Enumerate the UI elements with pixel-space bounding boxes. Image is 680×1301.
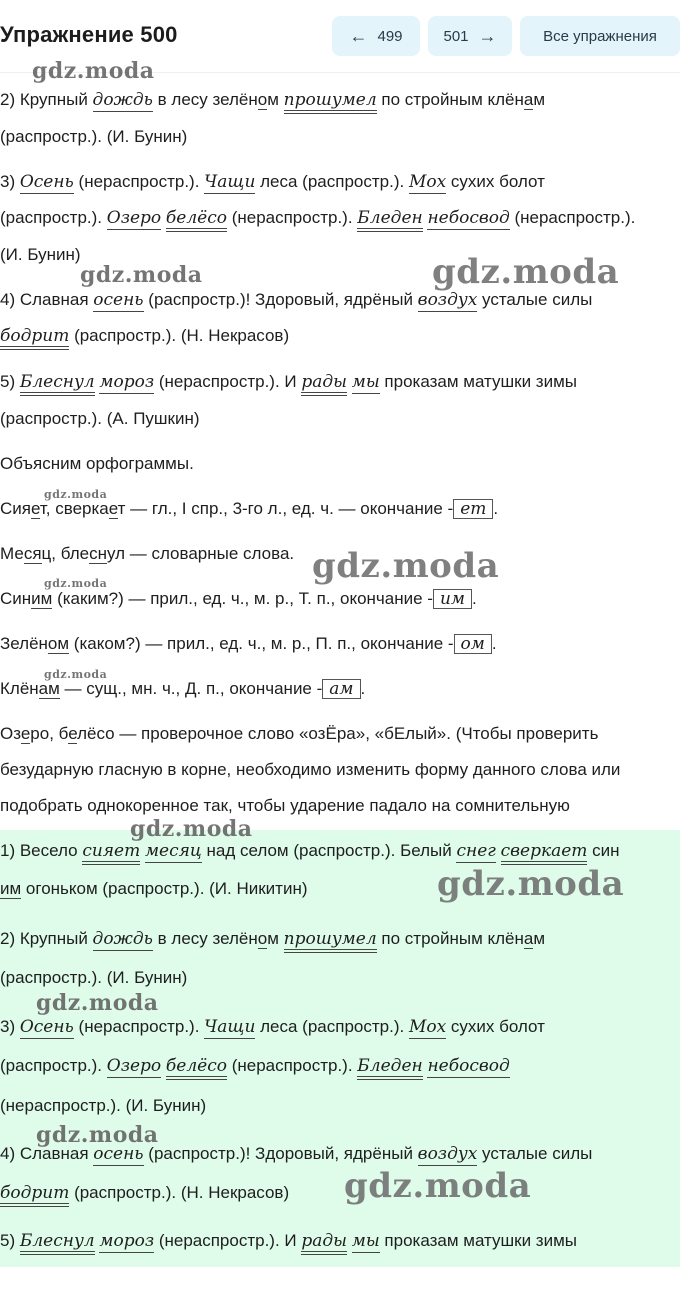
predicate-word: прошумел (284, 90, 377, 114)
watermark-logo: gdz.moda (32, 58, 155, 84)
sentence-2-line-1: 2) Крупный дождь в лесу зелёном прошумел по стройным клёнам (0, 90, 545, 110)
sentence-3-line-3: (И. Бунин) (0, 245, 81, 264)
watermark-logo: gdz.moda (312, 546, 500, 586)
sentence-5-line-2: (распростр.). (А. Пушкин) (0, 409, 200, 428)
all-exercises-label: Все упражнения (543, 27, 657, 45)
green-sentence-2-line-2: (распростр.). (И. Бунин) (0, 968, 188, 987)
explain-heading: Объясним орфограммы. (0, 454, 194, 473)
watermark-logo: gdz.moda (80, 262, 203, 288)
watermark-logo: gdz.moda (432, 252, 620, 292)
orthogram-6-line-1: Озеро, белёсо — проверочное слово «озЁра», «бЕлый». (Чтобы проверить (0, 724, 599, 743)
sentence-4-line-1: 4) Славная осень (распростр.)! Здоровый, ядрёный воздух усталые силы (0, 290, 593, 310)
sentence-5-line-1: 5) Блеснул мороз (нераспростр.). И рады мы проказам матушки зимы (0, 372, 577, 392)
prev-exercise-label: 499 (377, 27, 403, 45)
sentence-4-line-2: бодрит (распростр.). (Н. Некрасов) (0, 326, 289, 346)
arrow-left-icon: ← (349, 26, 368, 46)
orthogram-6-line-3: подобрать однокоренное так, чтобы ударение падало на сомнительную (0, 796, 570, 815)
green-sentence-3-line-3: (нераспростр.). (И. Бунин) (0, 1096, 207, 1115)
green-sentence-4-line-1: 4) Славная осень (распростр.)! Здоровый, ядрёный воздух усталые силы (0, 1144, 593, 1164)
orthogram-3: Синим (каким?) — прил., ед. ч., м. р., Т. п., окончание - им . (0, 589, 477, 609)
watermark-logo: gdz.moda (36, 990, 159, 1016)
orthogram-5: Клёнам — сущ., мн. ч., Д. п., окончание - ам . (0, 679, 366, 699)
watermark-logo: gdz.moda (44, 668, 108, 681)
watermark-logo: gdz.moda (130, 816, 253, 842)
green-sentence-1-line-1: 1) Весело сияет месяц над селом (распростр.). Белый снег сверкает син (0, 841, 620, 861)
all-exercises-button[interactable] (520, 16, 680, 56)
next-exercise-button[interactable] (428, 16, 512, 56)
subject-word: дождь (92, 90, 153, 110)
ending-box: ом (454, 634, 492, 654)
orthogram-2: Месяц, блеснул — словарные слова. (0, 544, 295, 563)
watermark-logo: gdz.moda (36, 1122, 159, 1148)
ending-box: ам (322, 679, 360, 699)
sentence-2-line-2: (распростр.). (И. Бунин) (0, 127, 188, 146)
ending-box: ет (453, 499, 493, 519)
sentence-3-line-2: (распростр.). Озеро белёсо (нераспростр.). Бледен небосвод (нераспростр.). (0, 208, 635, 228)
green-sentence-3-line-2: (распростр.). Озеро белёсо (нераспростр.). Бледен небосвод (0, 1056, 510, 1076)
watermark-logo: gdz.moda (344, 1166, 532, 1206)
arrow-right-icon: → (478, 26, 497, 46)
watermark-logo: gdz.moda (437, 864, 625, 904)
green-sentence-5-line-1: 5) Блеснул мороз (нераспростр.). И рады мы проказам матушки зимы (0, 1231, 577, 1251)
prev-exercise-button[interactable] (332, 16, 420, 56)
orthogram-4: Зелёном (каком?) — прил., ед. ч., м. р., П. п., окончание - ом . (0, 634, 497, 654)
page-title: Упражнение 500 (0, 22, 178, 47)
green-sentence-1-line-2: им огоньком (распростр.). (И. Никитин) (0, 879, 308, 898)
green-sentence-4-line-2: бодрит (распростр.). (Н. Некрасов) (0, 1183, 289, 1203)
green-sentence-3-line-1: 3) Осень (нераспростр.). Чащи леса (распростр.). Мох сухих болот (0, 1017, 545, 1037)
orthogram-1: Сияет, сверкает — гл., I спр., 3-го л., ед. ч. — окончание - ет . (0, 499, 499, 519)
next-exercise-label: 501 (443, 27, 469, 45)
watermark-logo: gdz.moda (44, 577, 108, 590)
sentence-3-line-1: 3) Осень (нераспростр.). Чащи леса (распростр.). Мох сухих болот (0, 172, 545, 192)
green-sentence-2-line-1: 2) Крупный дождь в лесу зелёном прошумел по стройным клёнам (0, 929, 545, 949)
watermark-logo: gdz.moda (44, 488, 108, 501)
ending-box: им (433, 589, 472, 609)
orthogram-6-line-2: безударную гласную в корне, необходимо изменить форму данного слова или (0, 760, 621, 779)
